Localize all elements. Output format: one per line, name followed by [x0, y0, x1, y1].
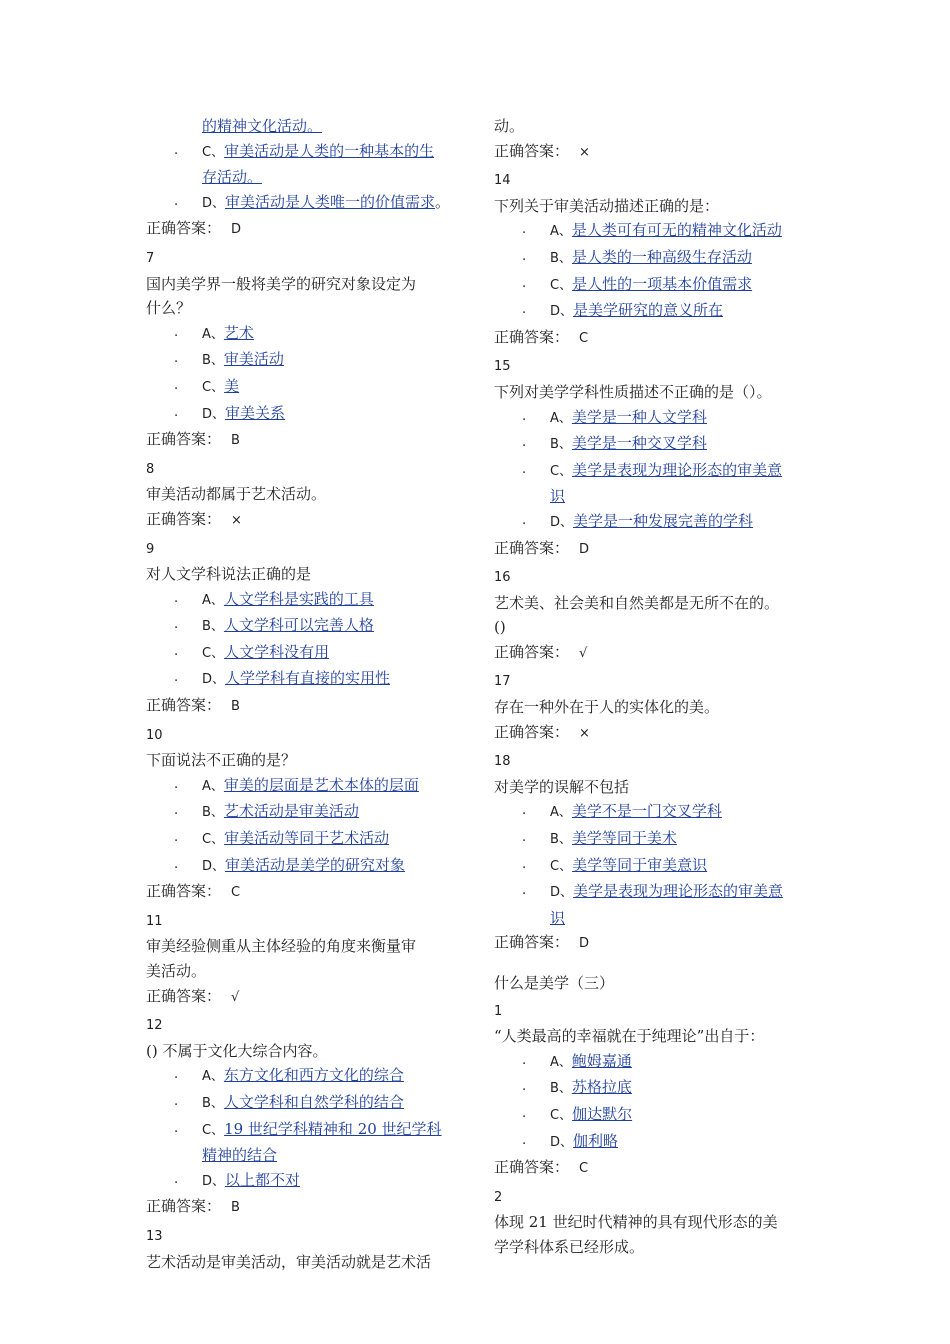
question-number: 12 — [146, 1018, 163, 1034]
option-letter: C、 — [550, 1107, 573, 1123]
option-letter: D、 — [202, 195, 226, 211]
option-link[interactable]: 伽达默尔 — [572, 1104, 633, 1123]
answer-option — [494, 1075, 812, 1102]
option-link[interactable]: 美 — [224, 376, 240, 395]
option-letter: B、 — [550, 250, 572, 266]
correct-answer-label: 正确答案： — [494, 141, 570, 160]
right-column — [494, 114, 812, 1260]
answer-option — [146, 401, 464, 428]
answer-option — [146, 799, 464, 826]
option-letter: C、 — [202, 1122, 225, 1138]
bullet-dot: . — [174, 1120, 179, 1136]
correct-answer-value: B — [231, 433, 240, 449]
question-number: 17 — [494, 674, 511, 690]
question-text: 学学科体系已经形成。 — [494, 1237, 645, 1256]
answer-option — [146, 666, 464, 693]
question-number: 15 — [494, 359, 511, 375]
answer-option — [146, 773, 464, 800]
answer-option — [494, 218, 812, 245]
option-letter: A、 — [202, 778, 224, 794]
question-text: 美活动。 — [146, 962, 207, 980]
option-link[interactable]: 艺术活动是审美活动 — [223, 802, 359, 821]
answer-option — [494, 1102, 812, 1129]
option-letter: C、 — [202, 144, 225, 160]
correct-answer-label: 正确答案： — [146, 219, 222, 238]
option-tail: 。 — [435, 192, 451, 211]
answer-option — [494, 1129, 812, 1156]
option-letter: D、 — [550, 304, 574, 320]
answer-option — [146, 587, 464, 614]
correct-answer-value: C — [231, 885, 241, 901]
question-text: 艺术美、社会美和自然美都是无所不在的。 — [494, 593, 780, 612]
option-letter: A、 — [550, 410, 572, 426]
option-letter: C、 — [202, 832, 225, 848]
correct-answer-label: 正确答案： — [494, 327, 570, 346]
correct-answer-label: 正确答案： — [146, 882, 222, 901]
question-text: 审美经验侧重从主体经验的角度来衡量审 — [146, 937, 417, 956]
correct-answer — [146, 507, 464, 534]
option-letter: C、 — [550, 277, 573, 293]
correct-answer — [146, 216, 464, 243]
correct-answer-value: √ — [579, 645, 588, 661]
option-link[interactable]: 鲍姆嘉通 — [571, 1051, 632, 1070]
option-link[interactable]: 美学是表现为理论形态的审美意 — [573, 882, 784, 901]
answer-option — [146, 1090, 464, 1117]
correct-answer — [146, 879, 464, 906]
answer-option — [146, 347, 464, 374]
bullet-dot: . — [522, 803, 527, 819]
option-link[interactable]: 19 世纪学科精神和 20 世纪学科 — [224, 1119, 442, 1138]
bullet-dot: . — [522, 461, 527, 477]
answer-option — [494, 298, 812, 325]
answer-option — [146, 640, 464, 667]
option-link[interactable]: 识 — [550, 908, 566, 927]
option-letter: B、 — [202, 353, 224, 369]
option-letter: C、 — [550, 858, 573, 874]
question-text: 下面说法不正确的是？ — [146, 751, 297, 770]
correct-answer — [146, 693, 464, 720]
correct-answer — [494, 139, 812, 166]
answer-option — [494, 272, 812, 299]
option-link[interactable]: 精神的结合 — [202, 1146, 278, 1165]
bullet-dot: . — [174, 193, 179, 209]
bullet-dot: . — [522, 1052, 527, 1068]
bullet-dot: . — [174, 142, 179, 158]
option-letter: A、 — [202, 1069, 224, 1085]
answer-option — [494, 245, 812, 272]
correct-answer-label: 正确答案： — [494, 933, 570, 952]
bullet-dot: . — [522, 1105, 527, 1121]
answer-option-continued — [146, 114, 464, 139]
correct-answer-value: B — [231, 699, 240, 715]
bullet-dot: . — [522, 830, 527, 846]
question-number: 10 — [146, 727, 163, 743]
option-link[interactable]: 苏格拉底 — [571, 1078, 632, 1097]
correct-answer-label: 正确答案： — [146, 986, 222, 1005]
answer-option — [146, 374, 464, 401]
correct-answer — [494, 720, 812, 747]
option-letter: D、 — [550, 885, 574, 901]
correct-answer — [494, 640, 812, 667]
option-link[interactable]: 识 — [550, 487, 566, 506]
bullet-dot: . — [174, 670, 179, 686]
option-link[interactable]: 的精神文化活动。 — [202, 117, 323, 135]
question-text: 审美活动都属于艺术活动。 — [146, 485, 327, 504]
bullet-dot: . — [174, 1171, 179, 1187]
question-text: 艺术活动是审美活动，审美活动就是艺术活 — [146, 1252, 432, 1271]
bullet-dot: . — [174, 1093, 179, 1109]
bullet-dot: . — [522, 408, 527, 424]
bullet-dot: . — [522, 222, 527, 238]
correct-answer-label: 正确答案： — [146, 696, 222, 715]
option-letter: A、 — [550, 805, 572, 821]
question-number: 14 — [494, 173, 511, 189]
question-number: 11 — [146, 913, 163, 929]
option-letter: C、 — [202, 379, 225, 395]
option-link[interactable]: 东方文化和西方文化的综合 — [223, 1066, 404, 1085]
option-link[interactable]: 是人类的一种高级生存活动 — [571, 247, 752, 266]
option-letter: B、 — [202, 805, 224, 821]
option-link[interactable]: 是美学研究的意义所在 — [573, 301, 724, 320]
bullet-dot: . — [174, 377, 179, 393]
bullet-dot: . — [522, 275, 527, 291]
option-link[interactable]: 以上都不对 — [225, 1170, 301, 1189]
option-link[interactable]: 美学是一种人文学科 — [571, 407, 707, 426]
bullet-dot: . — [522, 512, 527, 528]
answer-option — [146, 1063, 464, 1090]
answer-option — [494, 431, 812, 458]
bullet-dot: . — [174, 351, 179, 367]
correct-answer — [146, 984, 464, 1011]
answer-option — [494, 799, 812, 826]
question-text: 下列对美学学科性质描述不正确的是（）。 — [494, 382, 772, 401]
bullet-dot: . — [522, 302, 527, 318]
option-link[interactable]: 审美关系 — [225, 403, 286, 422]
correct-answer-value: D — [579, 936, 590, 952]
answer-option — [494, 405, 812, 432]
answer-option-continued — [494, 484, 812, 509]
section-heading: 什么是美学（三） — [494, 974, 615, 992]
option-link[interactable]: 存活动。 — [202, 168, 263, 187]
option-letter: D、 — [202, 1173, 226, 1189]
option-letter: A、 — [550, 224, 572, 240]
option-link[interactable]: 人学学科有直接的实用性 — [225, 669, 391, 688]
correct-answer-value: C — [579, 1161, 589, 1177]
answer-option — [146, 853, 464, 880]
answer-option — [494, 509, 812, 536]
correct-answer-label: 正确答案： — [494, 642, 570, 661]
option-letter: D、 — [202, 406, 226, 422]
correct-answer-label: 正确答案： — [146, 509, 222, 528]
option-link[interactable]: 人文学科没有用 — [224, 642, 330, 661]
answer-option — [494, 1049, 812, 1076]
correct-answer — [494, 930, 812, 957]
bullet-dot: . — [174, 776, 179, 792]
option-letter: A、 — [202, 592, 224, 608]
bullet-dot: . — [174, 856, 179, 872]
option-letter: B、 — [550, 1081, 572, 1097]
option-link[interactable]: 美学是一种交叉学科 — [571, 434, 707, 453]
option-letter: D、 — [550, 1134, 574, 1150]
answer-option — [146, 321, 464, 348]
answer-option — [146, 1168, 464, 1195]
bullet-dot: . — [174, 643, 179, 659]
option-link[interactable]: 审美活动是人类的一种基本的生 — [224, 141, 435, 160]
option-letter: B、 — [550, 437, 572, 453]
question-number: 1 — [494, 1003, 503, 1019]
option-letter: D、 — [202, 858, 226, 874]
left-column — [146, 114, 464, 1274]
question-number: 18 — [494, 754, 511, 770]
correct-answer-label: 正确答案： — [494, 1158, 570, 1177]
correct-answer-value: × — [231, 512, 242, 528]
option-letter: B、 — [202, 1095, 224, 1111]
answer-option-continued — [494, 906, 812, 931]
question-number: 16 — [494, 570, 511, 586]
option-link[interactable]: 美学等同于审美意识 — [572, 855, 708, 874]
question-number: 2 — [494, 1189, 503, 1205]
bullet-dot: . — [522, 883, 527, 899]
bullet-dot: . — [522, 248, 527, 264]
bullet-dot: . — [522, 435, 527, 451]
correct-answer-value: × — [579, 725, 590, 741]
correct-answer — [494, 1155, 812, 1182]
option-link[interactable]: 伽利略 — [573, 1131, 619, 1150]
option-letter: D、 — [202, 672, 226, 688]
option-link[interactable]: 审美活动是人类唯一的价值需求 — [225, 192, 436, 211]
question-text: () 不属于文化大综合内容。 — [146, 1041, 328, 1060]
correct-answer — [494, 536, 812, 563]
option-letter: D、 — [550, 514, 574, 530]
correct-answer — [146, 427, 464, 454]
option-letter: C、 — [550, 463, 573, 479]
option-link[interactable]: 美学是一种发展完善的学科 — [573, 511, 754, 530]
answer-option — [494, 458, 812, 485]
bullet-dot: . — [174, 803, 179, 819]
question-text: 什么？ — [146, 299, 192, 318]
bullet-dot: . — [174, 590, 179, 606]
option-link[interactable]: 审美的层面是艺术本体的层面 — [223, 775, 419, 794]
option-link[interactable]: 人文学科和自然学科的结合 — [223, 1092, 404, 1111]
answer-option — [146, 139, 464, 166]
question-text: 存在一种外在于人的实体化的美。 — [494, 698, 720, 717]
question-number: 13 — [146, 1228, 163, 1244]
bullet-dot: . — [522, 856, 527, 872]
correct-answer-value: D — [579, 541, 590, 557]
question-text: “人类最高的幸福就在于纯理论”出自于： — [494, 1027, 765, 1046]
option-link[interactable]: 审美活动等同于艺术活动 — [224, 829, 390, 848]
answer-option — [494, 853, 812, 880]
answer-option-continued — [146, 1143, 464, 1168]
question-text: () — [494, 618, 506, 637]
option-letter: C、 — [202, 645, 225, 661]
option-link[interactable]: 美学等同于美术 — [571, 829, 677, 848]
option-letter: B、 — [550, 832, 572, 848]
correct-answer — [494, 325, 812, 352]
bullet-dot: . — [174, 1067, 179, 1083]
option-link[interactable]: 是人性的一项基本价值需求 — [572, 274, 753, 293]
option-link[interactable]: 审美活动 — [223, 350, 284, 369]
answer-option-continued — [146, 165, 464, 190]
correct-answer-value: B — [231, 1200, 240, 1216]
question-text: 对美学的误解不包括 — [494, 777, 630, 796]
answer-option — [146, 190, 464, 217]
question-text: 对人文学科说法正确的是 — [146, 565, 312, 584]
bullet-dot: . — [522, 1132, 527, 1148]
correct-answer-label: 正确答案： — [494, 538, 570, 557]
bullet-dot: . — [174, 404, 179, 420]
answer-option — [494, 879, 812, 906]
question-number: 8 — [146, 461, 155, 477]
answer-option — [494, 826, 812, 853]
answer-option — [146, 1117, 464, 1144]
answer-option — [146, 613, 464, 640]
correct-answer-value: D — [231, 222, 242, 238]
option-letter: A、 — [202, 326, 224, 342]
correct-answer-value: C — [579, 330, 589, 346]
option-link[interactable]: 美学不是一门交叉学科 — [571, 802, 722, 821]
correct-answer-label: 正确答案： — [146, 430, 222, 449]
question-text: 国内美学界一般将美学的研究对象设定为 — [146, 274, 417, 293]
bullet-dot: . — [174, 617, 179, 633]
correct-answer-label: 正确答案： — [494, 722, 570, 741]
question-text: 动。 — [494, 117, 525, 135]
option-link[interactable]: 人文学科可以完善人格 — [223, 616, 374, 635]
option-link[interactable]: 是人类可有可无的精神文化活动 — [571, 221, 782, 240]
option-link[interactable]: 艺术 — [223, 323, 254, 342]
correct-answer — [146, 1194, 464, 1221]
option-link[interactable]: 人文学科是实践的工具 — [223, 589, 374, 608]
bullet-dot: . — [174, 830, 179, 846]
option-link[interactable]: 美学是表现为理论形态的审美意 — [572, 460, 783, 479]
question-text: 下列关于审美活动描述正确的是： — [494, 196, 720, 215]
correct-answer-value: × — [579, 144, 590, 160]
answer-option — [146, 826, 464, 853]
correct-answer-value: √ — [231, 989, 240, 1005]
option-link[interactable]: 审美活动是美学的研究对象 — [225, 855, 406, 874]
bullet-dot: . — [522, 1079, 527, 1095]
bullet-dot: . — [174, 324, 179, 340]
question-text: 体现 21 世纪时代精神的具有现代形态的美 — [494, 1213, 778, 1232]
option-letter: B、 — [202, 619, 224, 635]
question-number: 9 — [146, 541, 155, 557]
question-number: 7 — [146, 250, 155, 266]
option-letter: A、 — [550, 1054, 572, 1070]
correct-answer-label: 正确答案： — [146, 1197, 222, 1216]
